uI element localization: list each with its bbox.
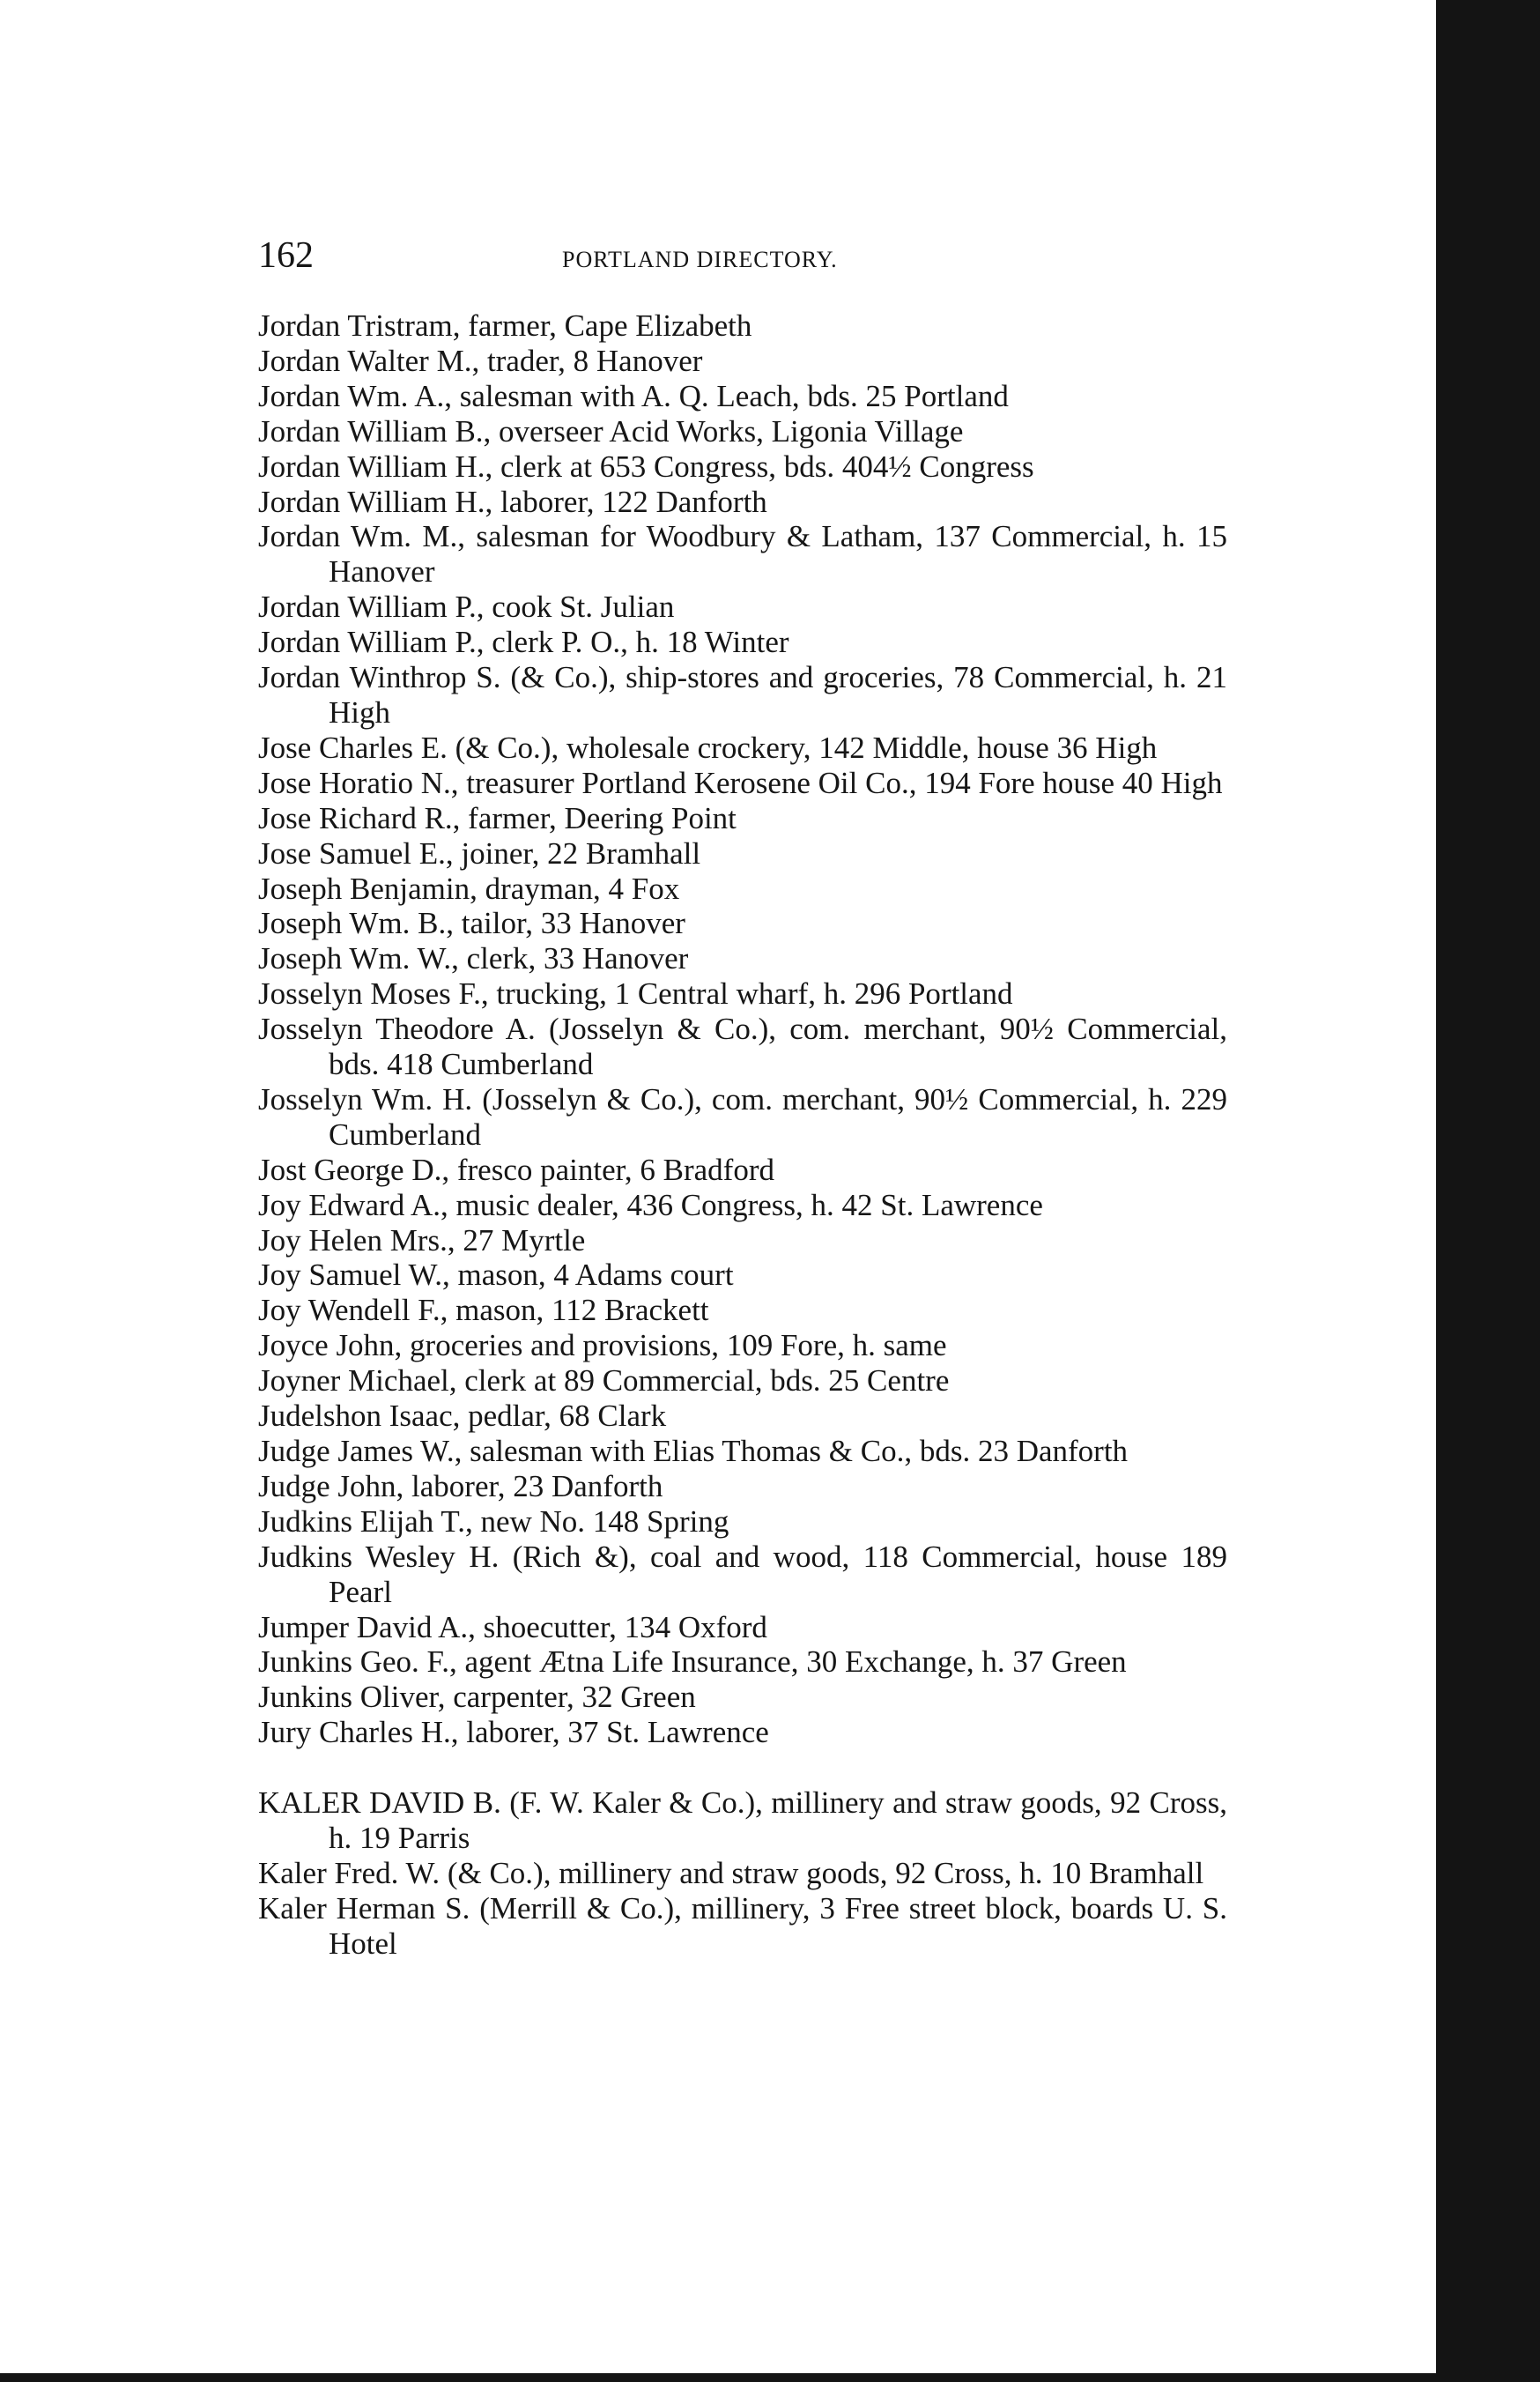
entry-text: Jordan Tristram, farmer, Cape Elizabeth — [258, 308, 752, 343]
entry-text: Jose Horatio N., treasurer Portland Kerosene Oil Co., 194 Fore house 40 High — [258, 765, 1223, 800]
directory-entry — [258, 1223, 1227, 1258]
directory-entry — [258, 1504, 1227, 1540]
directory-entry — [258, 731, 1227, 766]
directory-entry — [258, 1856, 1227, 1891]
entry-text: Judkins Elijah T., new No. 148 Spring — [258, 1503, 729, 1539]
entry-text: Jordan Winthrop S. (& Co.), ship-stores and groceries, 78 Commercial, h. 21 High — [258, 660, 1227, 730]
entry-text: Jordan Wm. M., salesman for Woodbury & Latham, 137 Commercial, h. 15 Hanover — [258, 519, 1227, 590]
page-header — [258, 236, 1227, 289]
entry-text: Jordan William P., clerk P. O., h. 18 Winter — [258, 625, 789, 660]
running-title: PORTLAND DIRECTORY. — [562, 247, 838, 272]
directory-entry — [258, 1153, 1227, 1188]
page-number: 162 — [258, 235, 314, 276]
entry-text: Jordan Wm. A., salesman with A. Q. Leach, bds. 25 Portland — [258, 378, 1009, 413]
entry-lead-name: KALER DAVID — [258, 1785, 465, 1821]
directory-entries — [258, 308, 1227, 1962]
directory-entry — [258, 485, 1227, 520]
directory-entry — [258, 660, 1227, 731]
entry-text: Jumper David A., shoecutter, 134 Oxford — [258, 1609, 767, 1644]
entry-text: Joseph Benjamin, drayman, 4 Fox — [258, 871, 680, 906]
directory-entry — [258, 414, 1227, 449]
directory-entry — [258, 1188, 1227, 1223]
entry-text: Jordan William H., clerk at 653 Congress, bds. 404½ Congress — [258, 449, 1034, 484]
directory-entry — [258, 1469, 1227, 1504]
directory-entry — [258, 590, 1227, 625]
entry-text: Kaler Herman S. (Merrill & Co.), millinery, 3 Free street block, boards U. S. Hotel — [258, 1890, 1227, 1961]
directory-entry — [258, 1680, 1227, 1715]
directory-entry — [258, 1328, 1227, 1363]
directory-entry — [258, 379, 1227, 414]
entry-text: Judge James W., salesman with Elias Thomas & Co., bds. 23 Danforth — [258, 1434, 1129, 1468]
entry-text: Joy Helen Mrs., 27 Myrtle — [258, 1222, 586, 1258]
directory-entry — [258, 1610, 1227, 1645]
directory-entry — [258, 1434, 1227, 1469]
directory-entry — [258, 941, 1227, 976]
entry-text: Jordan William P., cook St. Julian — [258, 590, 675, 625]
directory-entry — [258, 872, 1227, 907]
directory-entry — [258, 625, 1227, 660]
entry-text: Joseph Wm. B., tailor, 33 Hanover — [258, 906, 685, 941]
entry-text: Judge John, laborer, 23 Danforth — [258, 1468, 663, 1503]
entry-text: Joyner Michael, clerk at 89 Commercial, bds. 25 Centre — [258, 1363, 950, 1399]
entry-text: Jose Samuel E., joiner, 22 Bramhall — [258, 835, 701, 871]
directory-entry — [258, 1540, 1227, 1610]
scan-edge-right — [1436, 0, 1540, 2382]
directory-entry — [258, 1785, 1227, 1856]
directory-entry — [258, 836, 1227, 872]
entry-text: Joy Edward A., music dealer, 436 Congress, h. 42 St. Lawrence — [258, 1187, 1043, 1222]
entry-text: Junkins Oliver, carpenter, 32 Green — [258, 1680, 696, 1715]
entry-text: Josselyn Moses F., trucking, 1 Central wharf, h. 296 Portland — [258, 976, 1013, 1012]
entry-text: Josselyn Wm. H. (Josselyn & Co.), com. merchant, 90½ Commercial, h. 229 Cumberland — [258, 1081, 1227, 1152]
entry-text: Joy Samuel W., mason, 4 Adams court — [258, 1258, 734, 1293]
entry-text: Jost George D., fresco painter, 6 Bradford — [258, 1152, 774, 1187]
directory-entry — [258, 1293, 1227, 1328]
directory-entry — [258, 1644, 1227, 1680]
directory-entry — [258, 308, 1227, 344]
entry-text: Judkins Wesley H. (Rich &), coal and wood, 118 Commercial, house 189 Pearl — [258, 1539, 1227, 1609]
entry-text: Joseph Wm. W., clerk, 33 Hanover — [258, 941, 689, 976]
entry-text: Judelshon Isaac, pedlar, 68 Clark — [258, 1399, 667, 1434]
entry-text: Junkins Geo. F., agent Ætna Life Insurance, 30 Exchange, h. 37 Green — [258, 1644, 1127, 1680]
directory-entry — [258, 1012, 1227, 1082]
entry-text: B. (F. W. Kaler & Co.), millinery and straw goods, 92 Cross, h. 19 Parris — [329, 1785, 1227, 1856]
directory-entry — [258, 976, 1227, 1012]
directory-entry — [258, 519, 1227, 590]
entry-text: Josselyn Theodore A. (Josselyn & Co.), com. merchant, 90½ Commercial, bds. 418 Cumberland — [258, 1012, 1227, 1082]
entry-text: Joy Wendell F., mason, 112 Brackett — [258, 1293, 709, 1328]
entry-text: Kaler Fred. W. (& Co.), millinery and straw goods, 92 Cross, h. 10 Bramhall — [258, 1855, 1204, 1890]
entry-text: Jordan William B., overseer Acid Works, Ligonia Village — [258, 413, 964, 449]
entry-text: Jose Richard R., farmer, Deering Point — [258, 800, 737, 835]
directory-entry — [258, 1363, 1227, 1399]
entry-text: Jordan William H., laborer, 122 Danforth — [258, 484, 767, 519]
directory-entry — [258, 906, 1227, 941]
directory-entry — [258, 766, 1227, 801]
directory-entry — [258, 801, 1227, 836]
entry-text: Jury Charles H., laborer, 37 St. Lawrence — [258, 1715, 769, 1750]
entry-text: Jose Charles E. (& Co.), wholesale crockery, 142 Middle, house 36 High — [258, 730, 1158, 765]
entry-text: Joyce John, groceries and provisions, 109 Fore, h. same — [258, 1328, 947, 1363]
entry-text: Jordan Walter M., trader, 8 Hanover — [258, 343, 703, 378]
directory-entry — [258, 1891, 1227, 1962]
directory-entry — [258, 1082, 1227, 1153]
directory-entry — [258, 1715, 1227, 1750]
directory-entry — [258, 1258, 1227, 1293]
directory-entry — [258, 449, 1227, 485]
directory-entry — [258, 1399, 1227, 1434]
directory-entry — [258, 344, 1227, 379]
scan-edge-bottom — [0, 2373, 1540, 2382]
